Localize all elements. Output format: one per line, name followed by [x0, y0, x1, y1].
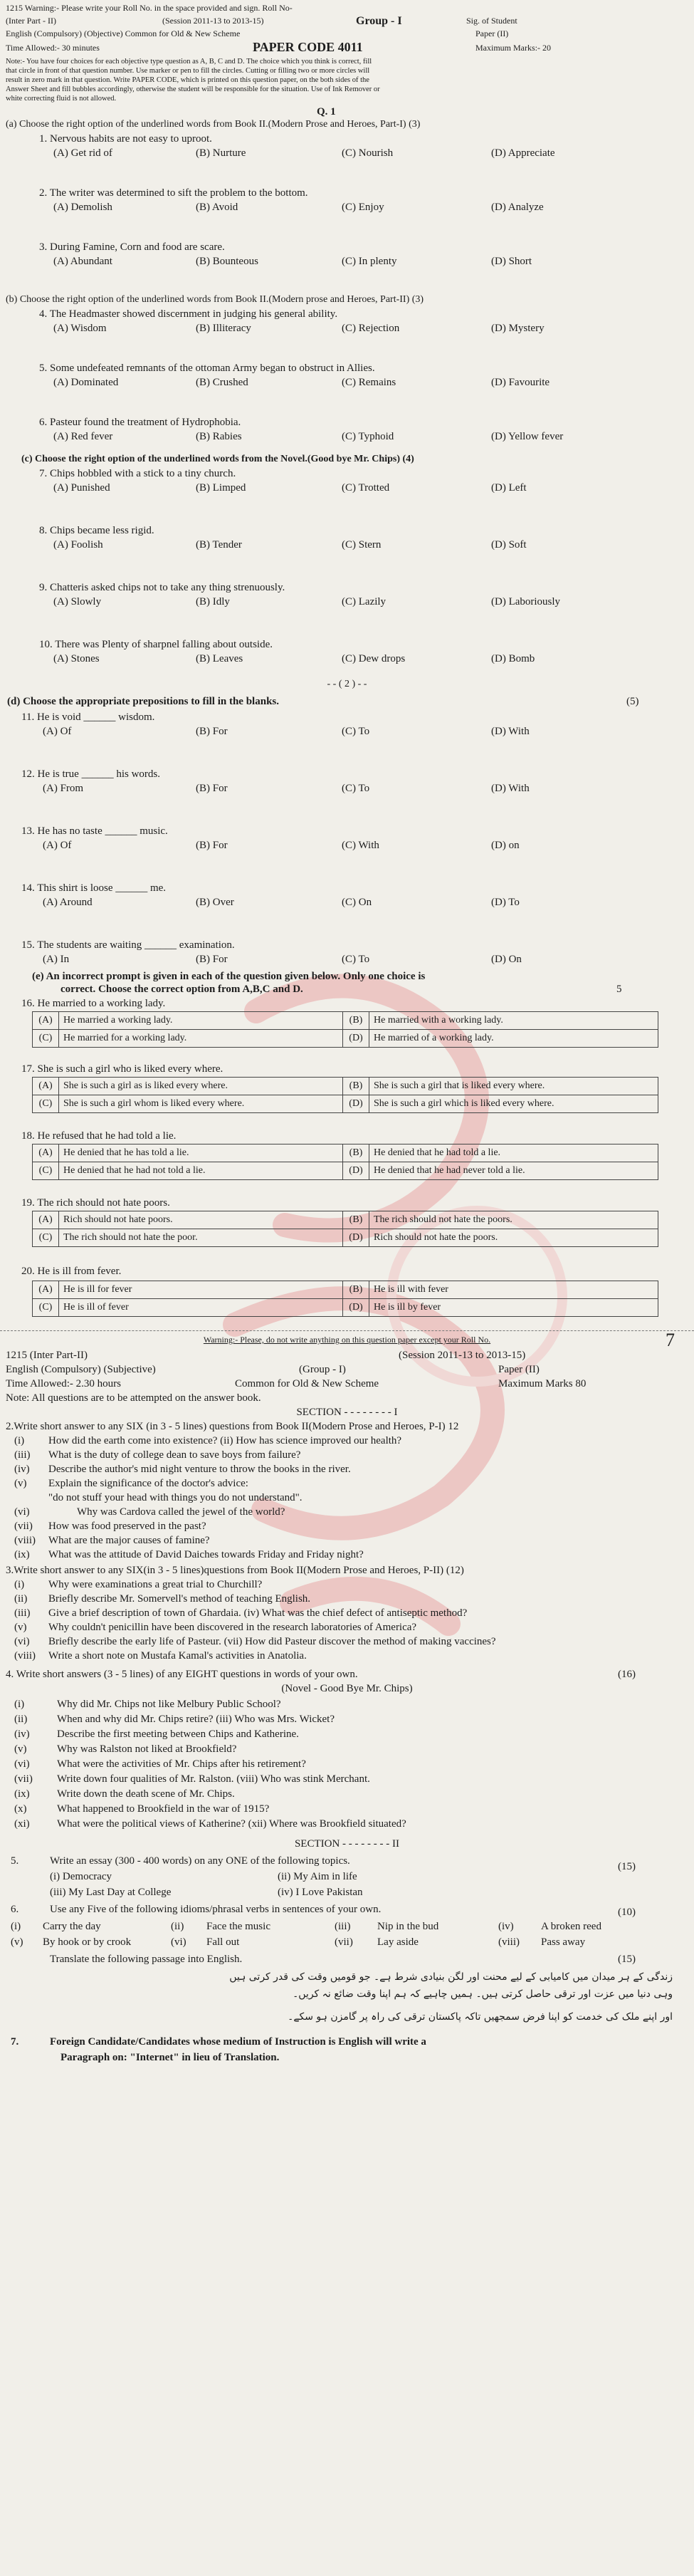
q7b-number: 7. [11, 2036, 19, 2048]
option-b: (B) Bounteous [196, 256, 258, 267]
idiom: Carry the day [43, 1921, 101, 1932]
option-b-label: (B) [343, 1078, 369, 1095]
idiom: Face the music [206, 1921, 270, 1932]
idiom-number: (ii) [171, 1921, 184, 1932]
header-signature-label: Sig. of Student [466, 16, 517, 26]
idiom: Fall out [206, 1936, 240, 1948]
option-c: (C) On [342, 897, 372, 908]
choice-table [32, 1281, 658, 1317]
q4-item [14, 1758, 676, 1773]
item-number: (x) [14, 1803, 27, 1815]
question-text: 18. He refused that he had told a lie. [21, 1130, 177, 1142]
section-e-heading: (e) An incorrect prompt is given in each of the question given below. Only one choice is [32, 971, 426, 982]
section-d-heading: (d) Choose the appropriate prepositions to fill in the blanks. [7, 696, 279, 707]
option-c: (C) Typhoid [342, 431, 394, 442]
option-c-label: (C) [33, 1095, 59, 1113]
option-a: (A) Foolish [53, 539, 103, 551]
q2-list [14, 1434, 676, 1563]
item-text: What happened to Brookfield in the war of 1915? [57, 1803, 270, 1815]
option-d: She is such a girl which is liked every where. [369, 1095, 658, 1113]
essay-topic: (ii) My Aim in life [278, 1871, 357, 1882]
paper2-paper-no: Paper (II) [498, 1364, 540, 1375]
option-d-label: (D) [343, 1030, 369, 1048]
paper2-warning: Warning:- Please, do not write anything on this question paper except your Roll No. [203, 1335, 491, 1345]
header-paper-no: Paper (II) [475, 28, 509, 38]
item-number: (i) [14, 1435, 25, 1446]
q2-item [14, 1434, 676, 1449]
option-c: He denied that he had not told a lie. [59, 1162, 343, 1180]
item-text: Describe the author's mid night venture to throw the books in the river. [48, 1464, 351, 1475]
option-c: (C) Trotted [342, 482, 390, 494]
q6-marks: (10) [618, 1907, 636, 1918]
idiom: By hook or by crook [43, 1936, 132, 1948]
item-text: How was food preserved in the past? [48, 1521, 206, 1532]
option-d: (D) Appreciate [491, 147, 555, 159]
q7-marks: (15) [618, 1954, 636, 1965]
item-text: What is the duty of college dean to save boys from failure? [48, 1449, 301, 1461]
paper2-group: (Group - I) [299, 1364, 346, 1375]
option-c: (C) To [342, 954, 370, 965]
instruction-line: Note:- You have four choices for each objective type question as A, B, C and D. The choice which you think is correct, fill [6, 58, 372, 66]
page-number: 7 [666, 1330, 675, 1350]
option-c: He married for a working lady. [59, 1030, 343, 1048]
header-part: (Inter Part - II) [6, 16, 56, 26]
item-number: (iii) [14, 1607, 31, 1619]
question-text: 10. There was Plenty of sharpnel falling about outside. [39, 639, 273, 650]
q7b-line: Paragraph on: "Internet" in lieu of Translation. [61, 2052, 280, 2063]
option-d: (D) Yellow fever [491, 431, 564, 442]
option-d: (D) Soft [491, 539, 527, 551]
paper2-subject: English (Compulsory) (Subjective) [6, 1364, 156, 1375]
q2-item [14, 1520, 676, 1534]
idiom: A broken reed [541, 1921, 601, 1932]
item-text: Explain the significance of the doctor's advice: [48, 1478, 248, 1489]
option-a: (A) Of [43, 726, 72, 737]
option-a: (A) Around [43, 897, 93, 908]
option-c: She is such a girl whom is liked every where. [59, 1095, 343, 1113]
q2-item [14, 1548, 676, 1563]
q5-heading: Write an essay (300 - 400 words) on any ONE of the following topics. [50, 1855, 350, 1867]
option-c: (C) In plenty [342, 256, 397, 267]
option-d: (D) Mystery [491, 323, 545, 334]
option-d: (D) on [491, 840, 520, 851]
section-c-heading: (c) Choose the right option of the underlined words from the Novel.(Good bye Mr. Chips) (4) [21, 454, 414, 464]
question-text: 11. He is void ______ wisdom. [21, 711, 155, 723]
paper2-max-marks: Maximum Marks 80 [498, 1378, 587, 1389]
option-d: He is ill by fever [369, 1299, 658, 1317]
item-number: (v) [14, 1743, 27, 1755]
question-text: 4. The Headmaster showed discernment in judging his general ability. [39, 308, 338, 320]
question-text: 3. During Famine, Corn and food are scare. [39, 241, 225, 253]
item-number: (vii) [14, 1521, 33, 1532]
question-text: 8. Chips became less rigid. [39, 525, 154, 536]
option-a: (A) Wisdom [53, 323, 107, 334]
question-text: 9. Chatteris asked chips not to take any thing strenuously. [39, 582, 285, 593]
option-c: (C) To [342, 726, 370, 737]
q2-item [14, 1463, 676, 1477]
instruction-line: Answer Sheet and fill bubbles accordingly, otherwise the student will be responsible for the situation. Use of Ink Remover or [6, 85, 380, 93]
q4-item [14, 1803, 676, 1818]
option-a: (A) In [43, 954, 70, 965]
option-c: (C) Stern [342, 539, 382, 551]
option-b-label: (B) [343, 1012, 369, 1030]
option-d: (D) To [491, 897, 520, 908]
q4-item [14, 1743, 676, 1758]
option-c: (C) Lazily [342, 596, 387, 608]
option-a: (A) Stones [53, 653, 100, 664]
q5-marks: (15) [618, 1861, 636, 1872]
idiom-number: (v) [11, 1936, 23, 1948]
q2-item [14, 1449, 676, 1463]
option-b: He denied that he had told a lie. [369, 1144, 658, 1162]
option-a-label: (A) [33, 1211, 59, 1229]
option-c: He is ill of fever [59, 1299, 343, 1317]
question-text: 15. The students are waiting ______ examination. [21, 939, 235, 951]
item-text: Write down the death scene of Mr. Chips. [57, 1788, 235, 1800]
urdu-passage-line: اور اپنے ملک کی خدمت کو اپنا فرض سمجھیں تاکہ پاکستان ترقی کی راہ پر گامزن ہو سکے۔ [288, 2011, 673, 2023]
q4-subheading: (Novel - Good Bye Mr. Chips) [281, 1683, 413, 1694]
item-number: (ii) [14, 1714, 28, 1725]
q7-heading: Translate the following passage into English. [50, 1954, 243, 1965]
question-text: 16. He married to a working lady. [21, 998, 166, 1009]
option-a: He denied that he has told a lie. [59, 1144, 343, 1162]
option-b: (B) Over [196, 897, 234, 908]
item-text: Why were examinations a great trial to Churchill? [48, 1579, 263, 1590]
option-b: (B) Avoid [196, 202, 238, 213]
option-d: Rich should not hate the poors. [369, 1229, 658, 1247]
option-a-label: (A) [33, 1281, 59, 1299]
q4-item [14, 1713, 676, 1728]
paper2-code-part: 1215 (Inter Part-II) [6, 1350, 88, 1361]
q4-heading: 4. Write short answers (3 - 5 lines) of any EIGHT questions in words of your own. [6, 1669, 358, 1680]
item-number: (v) [14, 1478, 27, 1489]
item-number: (iv) [14, 1464, 30, 1475]
choice-table [32, 1077, 658, 1113]
item-text: What was the attitude of David Daiches towards Friday and Friday night? [48, 1549, 364, 1560]
option-b: (B) Idly [196, 596, 230, 608]
item-number: (i) [14, 1579, 25, 1590]
option-a: (A) Abundant [53, 256, 112, 267]
option-b-label: (B) [343, 1144, 369, 1162]
item-text: Briefly describe the early life of Pasteur. (vii) How did Pasteur discover the method of making vaccines? [48, 1636, 496, 1647]
option-a: (A) From [43, 783, 84, 794]
q4-item [14, 1818, 676, 1832]
q6-number: 6. [11, 1904, 19, 1915]
option-b: (B) Illiteracy [196, 323, 251, 334]
option-c: (C) Remains [342, 377, 396, 388]
option-a: He is ill for fever [59, 1281, 343, 1299]
item-number: (iv) [14, 1728, 30, 1740]
paper2-time: Time Allowed:- 2.30 hours [6, 1378, 121, 1389]
q2-item [14, 1506, 676, 1520]
item-number: (viii) [14, 1650, 36, 1662]
option-b: (B) For [196, 954, 228, 965]
question-text: 14. This shirt is loose ______ me. [21, 882, 167, 894]
option-d: (D) Short [491, 256, 532, 267]
item-text: Why was Cardova called the jewel of the world? [77, 1506, 285, 1518]
q3-item [14, 1635, 676, 1649]
q2-item [14, 1491, 676, 1506]
section-1-heading: SECTION - - - - - - - - I [296, 1407, 398, 1418]
q4-item [14, 1773, 676, 1788]
item-text: Why was Ralston not liked at Brookfield? [57, 1743, 237, 1755]
q4-item [14, 1788, 676, 1803]
option-c: (C) Rejection [342, 323, 400, 334]
option-b: (B) For [196, 840, 228, 851]
option-a-label: (A) [33, 1078, 59, 1095]
maximum-marks: Maximum Marks:- 20 [475, 43, 551, 53]
item-number: (xi) [14, 1818, 30, 1830]
question-text: 17. She is such a girl who is liked every where. [21, 1063, 224, 1075]
item-number: (ii) [14, 1593, 28, 1605]
option-a-label: (A) [33, 1144, 59, 1162]
question-text: 19. The rich should not hate poors. [21, 1197, 170, 1209]
item-text: Describe the first meeting between Chips and Katherine. [57, 1728, 299, 1740]
paper2-scheme: Common for Old & New Scheme [235, 1378, 379, 1389]
option-d: (D) On [491, 954, 522, 965]
option-a: (A) Get rid of [53, 147, 112, 159]
option-a: (A) Slowly [53, 596, 102, 608]
header-session: (Session 2011-13 to 2013-15) [162, 16, 264, 26]
question-text: 5. Some undefeated remnants of the ottoman Army began to obstruct in Allies. [39, 363, 375, 374]
time-allowed: Time Allowed:- 30 minutes [6, 43, 100, 53]
q3-heading: 3.Write short answer to any SIX(in 3 - 5 lines)questions from Book II(Modern Prose and Heroes, P-II) (12) [6, 1565, 464, 1576]
question-text: 20. He is ill from fever. [21, 1266, 122, 1277]
q4-marks: (16) [618, 1669, 636, 1680]
option-a: He married a working lady. [59, 1012, 343, 1030]
item-text: "do not stuff your head with things you do not understand". [48, 1492, 303, 1503]
item-text: Briefly describe Mr. Somervell's method of teaching English. [48, 1593, 311, 1605]
option-a: She is such a girl as is liked every where. [59, 1078, 343, 1095]
option-d: (D) With [491, 726, 530, 737]
question-text: 1. Nervous habits are not easy to uproot. [39, 133, 212, 145]
item-number: (ix) [14, 1788, 30, 1800]
idiom-number: (iii) [335, 1921, 351, 1932]
option-c: (C) Enjoy [342, 202, 384, 213]
option-d: (D) With [491, 783, 530, 794]
option-a: (A) Demolish [53, 202, 112, 213]
q4-item [14, 1698, 676, 1713]
question-text: 2. The writer was determined to sift the problem to the bottom. [39, 187, 308, 199]
item-number: (vii) [14, 1773, 33, 1785]
item-number: (ix) [14, 1549, 30, 1560]
question-text: 6. Pasteur found the treatment of Hydrophobia. [39, 417, 241, 428]
instruction-line: white correcting fluid is not allowed. [6, 95, 117, 103]
q3-item [14, 1592, 676, 1607]
idiom-number: (vii) [335, 1936, 353, 1948]
option-a: (A) Punished [53, 482, 110, 494]
option-d: (D) Analyze [491, 202, 544, 213]
option-c-label: (C) [33, 1299, 59, 1317]
choice-table [32, 1211, 658, 1247]
header-line-1: 1215 Warning:- Please write your Roll No. in the space provided and sign. Roll No- [6, 3, 293, 13]
item-number: (vi) [14, 1506, 30, 1518]
option-a: (A) Of [43, 840, 72, 851]
header-group: Group - I [356, 15, 402, 27]
question-text: 13. He has no taste ______ music. [21, 825, 168, 837]
option-c: The rich should not hate the poor. [59, 1229, 343, 1247]
option-b-label: (B) [343, 1281, 369, 1299]
option-c-label: (C) [33, 1229, 59, 1247]
section-d-marks: (5) [626, 696, 639, 707]
section-e-heading-cont: correct. Choose the correct option from A,B,C and D. [61, 984, 303, 995]
item-text: Write a short note on Mustafa Kamal's activities in Anatolia. [48, 1650, 307, 1662]
section-2-heading: SECTION - - - - - - - - II [294, 1838, 400, 1850]
option-b: He married with a working lady. [369, 1012, 658, 1030]
option-b: (B) Crushed [196, 377, 248, 388]
item-number: (iii) [14, 1449, 31, 1461]
urdu-passage-line: زندگی کے ہر میدان میں کامیابی کے لیے محنت اور لگن بنیادی شرط ہے۔ جو قومیں وقت کی قدر کرتی ہیں [229, 1971, 673, 1983]
option-b: The rich should not hate the poors. [369, 1211, 658, 1229]
q2-item [14, 1534, 676, 1548]
option-a: (A) Red fever [53, 431, 113, 442]
idiom-number: (iv) [498, 1921, 514, 1932]
instruction-line: that circle in front of that question number. Use marker or pen to fill the circles. Cutting or filling two or more circles will [6, 67, 370, 75]
item-text: What were the activities of Mr. Chips after his retirement? [57, 1758, 306, 1770]
idiom-number: (viii) [498, 1936, 520, 1948]
option-b: She is such a girl that is liked every where. [369, 1078, 658, 1095]
q4-list [14, 1698, 676, 1832]
idiom-number: (vi) [171, 1936, 186, 1948]
choice-table [32, 1144, 658, 1180]
idiom: Lay aside [377, 1936, 419, 1948]
item-number: (vi) [14, 1636, 30, 1647]
paper-code: PAPER CODE 4011 [253, 40, 363, 54]
urdu-passage-line: وہی دنیا میں عزت اور ترقی حاصل کرتی ہیں۔ ہمیں چاہیے کہ ہم اپنا وقت ضائع نہ کریں۔ [293, 1988, 673, 2000]
section-e-marks: 5 [616, 984, 622, 995]
question-1-label: Q. 1 [317, 106, 336, 118]
item-text: Give a brief description of town of Ghardaia. (iv) What was the chief defect of antiseptic method? [48, 1607, 468, 1619]
option-b: He is ill with fever [369, 1281, 658, 1299]
option-b: (B) Rabies [196, 431, 242, 442]
q3-list [14, 1578, 676, 1664]
option-d-label: (D) [343, 1299, 369, 1317]
section-a-heading: (a) Choose the right option of the underlined words from Book II.(Modern Prose and Heroes, Part-I) (3) [6, 119, 421, 130]
q4-item [14, 1728, 676, 1743]
option-b-label: (B) [343, 1211, 369, 1229]
item-number: (v) [14, 1622, 27, 1633]
option-b: (B) Nurture [196, 147, 246, 159]
header-subject: English (Compulsory) (Objective) Common for Old & New Scheme [6, 28, 241, 38]
paper-divider [0, 1330, 694, 1331]
option-c-label: (C) [33, 1162, 59, 1180]
option-c-label: (C) [33, 1030, 59, 1048]
paper2-session: (Session 2011-13 to 2013-15) [399, 1350, 526, 1361]
question-text: 7. Chips hobbled with a stick to a tiny church. [39, 468, 236, 479]
q3-item [14, 1607, 676, 1621]
option-d: (D) Laboriously [491, 596, 561, 608]
choice-table [32, 1011, 658, 1048]
item-text: Why did Mr. Chips not like Melbury Public School? [57, 1699, 281, 1710]
section-b-heading: (b) Choose the right option of the underlined words from Book II.(Modern prose and Heroes, Part-II) (3) [6, 294, 424, 305]
option-b: (B) Limped [196, 482, 246, 494]
option-a-label: (A) [33, 1012, 59, 1030]
option-c: (C) Nourish [342, 147, 394, 159]
option-d: He married of a working lady. [369, 1030, 658, 1048]
item-text: Why couldn't penicillin have been discovered in the research laboratories of America? [48, 1622, 417, 1633]
idiom: Pass away [541, 1936, 586, 1948]
q7b-line: Foreign Candidate/Candidates whose medium of Instruction is English will write a [50, 2036, 426, 2048]
option-d: He denied that he had never told a lie. [369, 1162, 658, 1180]
option-d-label: (D) [343, 1229, 369, 1247]
item-number: (i) [14, 1699, 25, 1710]
item-number: (vi) [14, 1758, 30, 1770]
option-c: (C) With [342, 840, 379, 851]
option-c: (C) Dew drops [342, 653, 406, 664]
q3-item [14, 1621, 676, 1635]
essay-topic: (iv) I Love Pakistan [278, 1887, 363, 1898]
instruction-line: result in zero mark in that question. Write PAPER CODE, which is printed on this question paper, on the both sides of the [6, 76, 369, 84]
option-b: (B) For [196, 783, 228, 794]
q2-heading: 2.Write short answer to any SIX (in 3 - 5 lines) questions from Book II(Modern Prose and Heroes, P-I) 12 [6, 1421, 459, 1432]
question-text: 12. He is true ______ his words. [21, 768, 160, 780]
q3-item [14, 1578, 676, 1592]
option-c: (C) To [342, 783, 370, 794]
q6-heading: Use any Five of the following idioms/phrasal verbs in sentences of your own. [50, 1904, 382, 1915]
idiom: Nip in the bud [377, 1921, 439, 1932]
q3-item [14, 1649, 676, 1664]
q5-number: 5. [11, 1855, 19, 1867]
option-d: (D) Favourite [491, 377, 550, 388]
instructions [6, 57, 380, 103]
option-a: (A) Dominated [53, 377, 119, 388]
item-number: (viii) [14, 1535, 36, 1546]
item-text: What are the major causes of famine? [48, 1535, 210, 1546]
option-d-label: (D) [343, 1162, 369, 1180]
item-text: Write down four qualities of Mr. Ralston. (viii) Who was stink Merchant. [57, 1773, 370, 1785]
idiom-number: (i) [11, 1921, 21, 1932]
essay-topic: (i) Democracy [50, 1871, 112, 1882]
paper2-note: Note: All questions are to be attempted on the answer book. [6, 1392, 261, 1404]
option-b: (B) Tender [196, 539, 242, 551]
option-b: (B) Leaves [196, 653, 243, 664]
page-marker: - - ( 2 ) - - [327, 679, 367, 689]
option-d-label: (D) [343, 1095, 369, 1113]
option-a: Rich should not hate poors. [59, 1211, 343, 1229]
item-text: What were the political views of Katherine? (xii) Where was Brookfield situated? [57, 1818, 406, 1830]
option-b: (B) For [196, 726, 228, 737]
option-d: (D) Left [491, 482, 527, 494]
q2-item [14, 1477, 676, 1491]
item-text: How did the earth come into existence? (ii) How has science improved our health? [48, 1435, 402, 1446]
essay-topic: (iii) My Last Day at College [50, 1887, 172, 1898]
item-text: When and why did Mr. Chips retire? (iii) Who was Mrs. Wicket? [57, 1714, 335, 1725]
option-d: (D) Bomb [491, 653, 535, 664]
